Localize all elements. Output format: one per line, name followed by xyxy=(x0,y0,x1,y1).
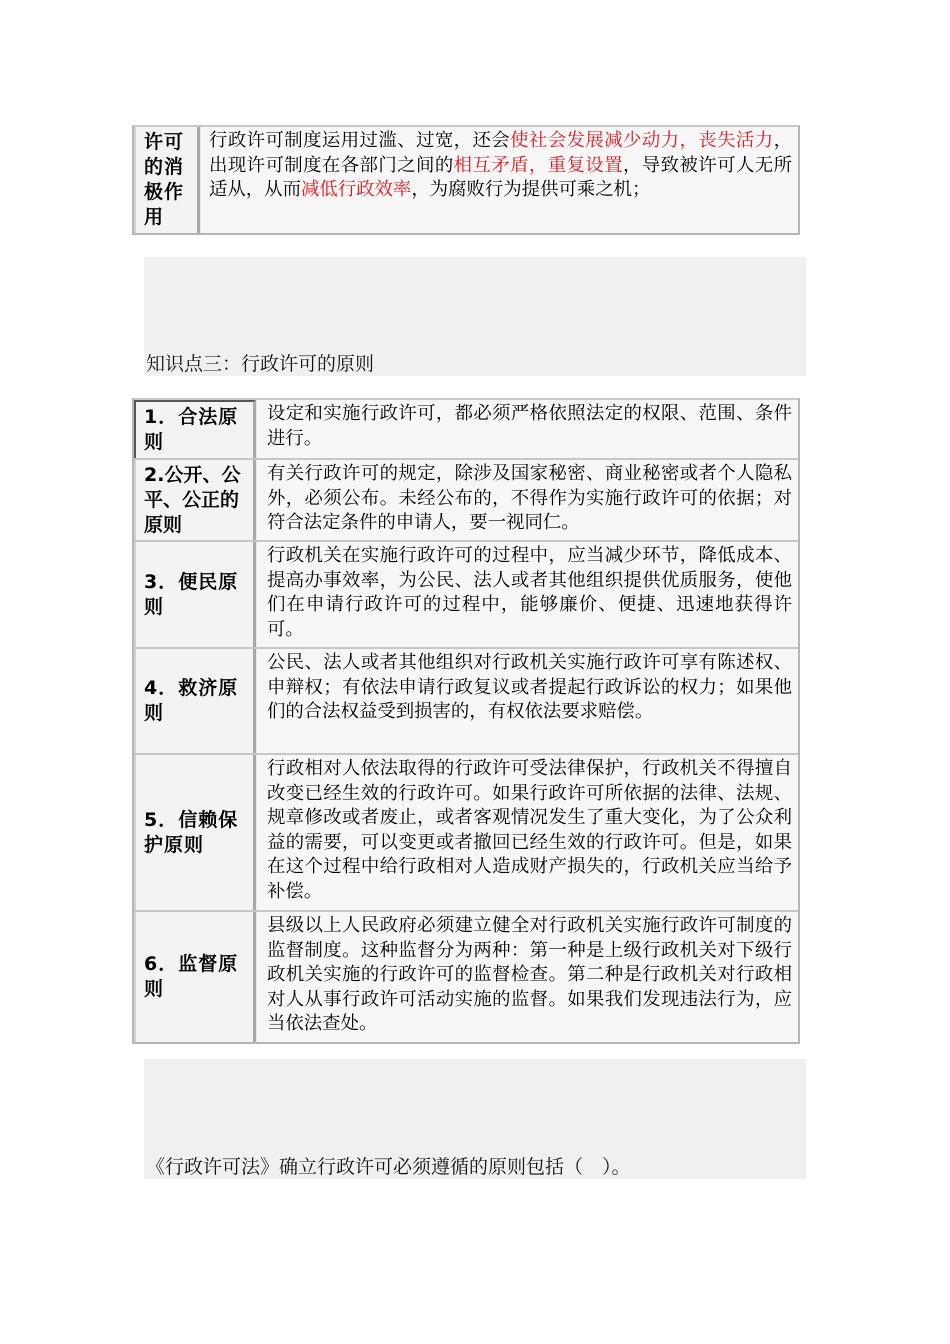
section-title: 知识点三：行政许可的原则 xyxy=(146,353,375,375)
principle-name: 6．监督原则 xyxy=(134,912,256,1042)
principle-name: 2.公开、公平、公正的原则 xyxy=(134,460,256,540)
content-part: ，出现许可制度在各部门之间的 xyxy=(209,130,792,176)
principle-desc: 设定和实施行政许可，都必须严格依照法定的权限、范围、条件进行。 xyxy=(256,400,798,458)
question-text: 《行政许可法》确立行政许可必须遵循的原则包括（ ）。 xyxy=(146,1156,631,1178)
principles-table xyxy=(132,398,800,1044)
principle-row xyxy=(134,912,798,1042)
content-part: ，为腐败行为提供可乘之机； xyxy=(411,179,651,201)
principle-name: 5．信赖保护原则 xyxy=(134,755,256,910)
principle-name: 1．合法原则 xyxy=(134,400,256,458)
principle-desc: 公民、法人或者其他组织对行政机关实施行政许可享有陈述权、申辩权；有依法申请行政复议或者提起行政诉讼的权力；如果他们的合法权益受到损害的，有权依法要求赔偿。 xyxy=(256,649,798,753)
principle-row xyxy=(134,460,798,542)
principle-desc: 县级以上人民政府必须建立健全对行政机关实施行政许可制度的监督制度。这种监督分为两种：第一种是上级行政机关对下级行政机关实施的行政许可的监督检查。第二种是行政机关对行政相对人从事行政许可活动实施的监督。如果我们发现违法行为，应当依法查处。 xyxy=(256,912,798,1042)
content-part: ，导致被许可人无所适从，从而 xyxy=(209,154,792,201)
highlighted-phrase: 使社会发展减少动力，丧失活力 xyxy=(510,130,774,151)
negative-effects-content xyxy=(200,127,798,233)
principle-row xyxy=(134,755,798,912)
negative-effects-header: 许可的消极作用 xyxy=(134,127,200,233)
principle-row xyxy=(134,649,798,755)
principle-desc: 行政相对人依法取得的行政许可受法律保护，行政机关不得擅自改变已经生效的行政许可。如果行政许可所依据的法律、法规、规章修改或者废止，或者客观情况发生了重大变化，为了公众利益的需要，可以变更或者撤回已经生效的行政许可。但是，如果在这个过程中给行政相对人造成财产损失的，行政机关应当给予补偿。 xyxy=(256,755,798,910)
principle-name: 4．救济原则 xyxy=(134,649,256,753)
question-box xyxy=(144,1059,806,1179)
negative-effects-table xyxy=(132,125,800,235)
highlighted-phrase: 减低行政效率 xyxy=(300,179,412,201)
principle-desc: 行政机关在实施行政许可的过程中，应当减少环节，降低成本、提高办事效率，为公民、法人或者其他组织提供优质服务，使他们在申请行政许可的过程中，能够廉价、便捷、迅速地获得许可。 xyxy=(256,542,798,647)
principle-row xyxy=(134,542,798,649)
principle-desc: 有关行政许可的规定，除涉及国家秘密、商业秘密或者个人隐私外，必须公布。未经公布的，不得作为实施行政许可的依据；对符合法定条件的申请人，要一视同仁。 xyxy=(256,460,798,540)
content-part: 行政许可制度运用过滥、过宽，还会 xyxy=(209,130,511,151)
highlighted-phrase: 相互矛盾，重复设置 xyxy=(453,154,624,176)
principle-row xyxy=(134,400,798,460)
negative-effects-row xyxy=(134,127,798,233)
section-title-box xyxy=(144,257,806,376)
principle-name: 3．便民原则 xyxy=(134,542,256,647)
